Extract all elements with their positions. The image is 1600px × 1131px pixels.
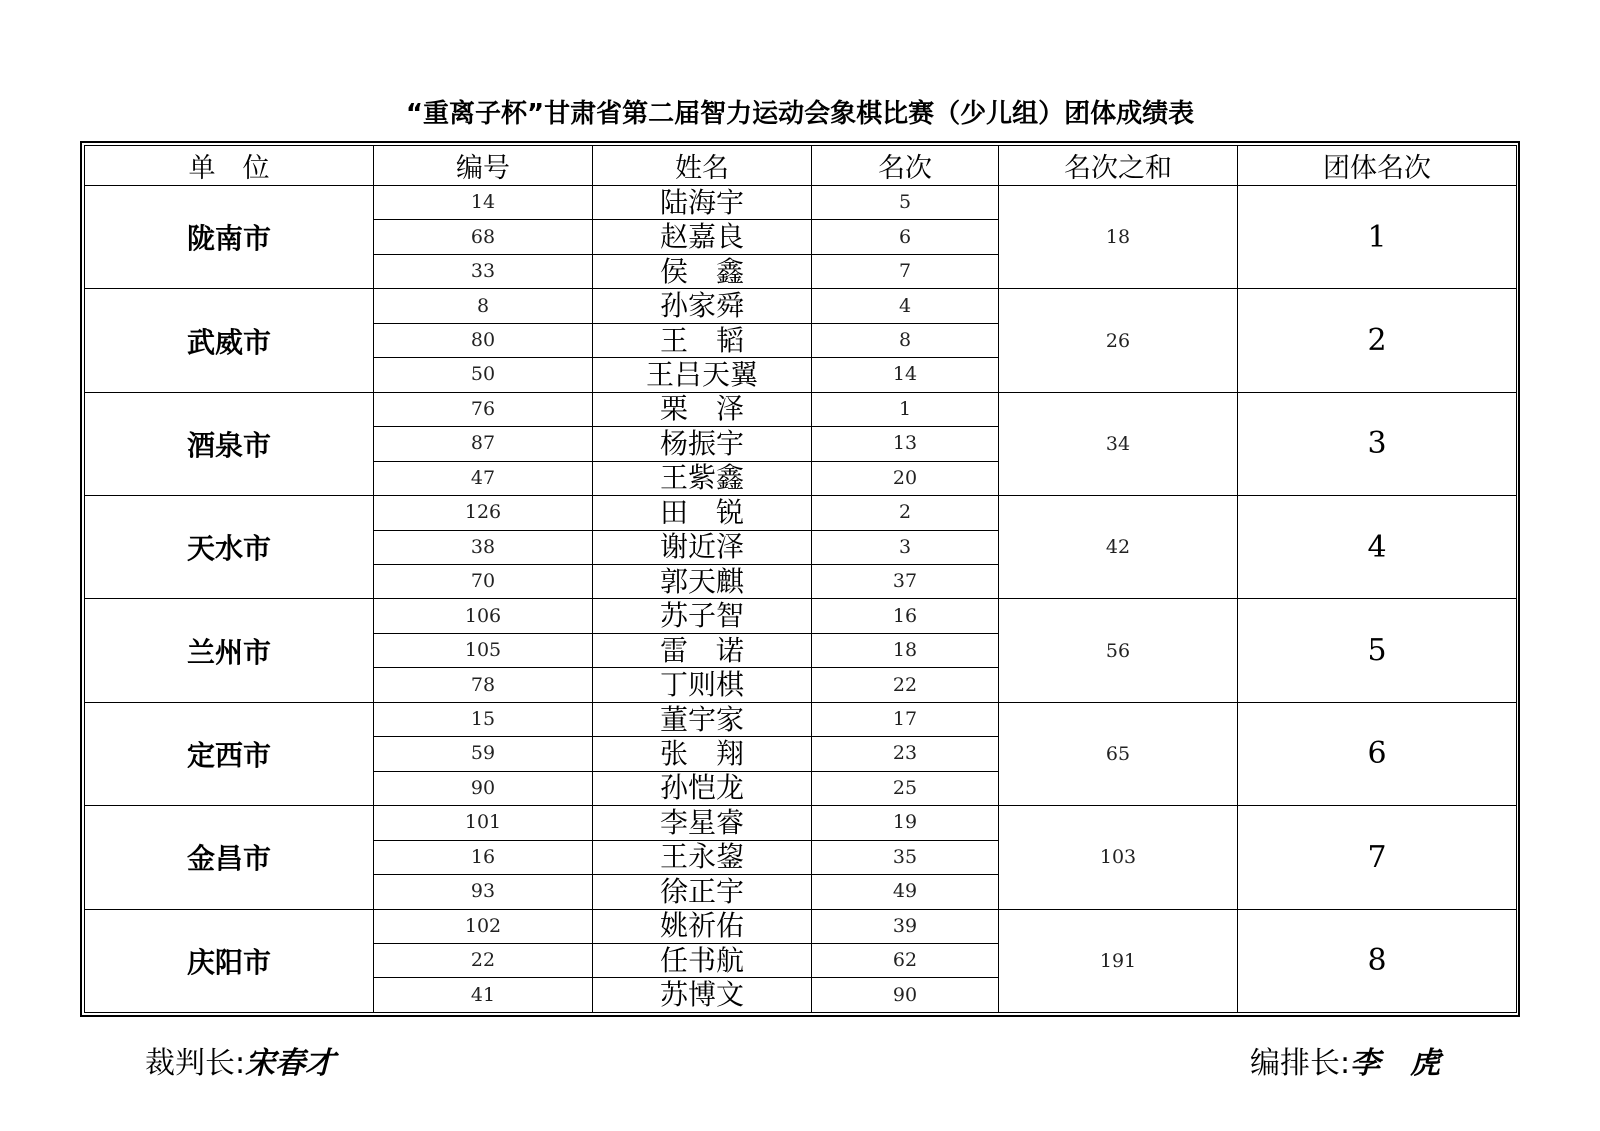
team-unit: 酒泉市 (85, 392, 374, 495)
player-number: 90 (374, 771, 593, 805)
player-name: 栗 泽 (593, 392, 812, 426)
player-rank: 6 (812, 220, 999, 254)
player-number: 80 (374, 323, 593, 357)
player-number: 38 (374, 530, 593, 564)
player-rank: 18 (812, 633, 999, 667)
player-name: 丁则棋 (593, 668, 812, 702)
player-name: 任书航 (593, 943, 812, 977)
header-rank: 名次 (812, 146, 999, 186)
table-row (85, 496, 1517, 530)
player-number: 33 (374, 254, 593, 288)
player-name: 董宇家 (593, 702, 812, 736)
team-rank: 5 (1238, 599, 1517, 702)
player-number: 41 (374, 978, 593, 1013)
player-rank: 90 (812, 978, 999, 1013)
team-unit: 庆阳市 (85, 909, 374, 1012)
table-row (85, 909, 1517, 943)
player-number: 93 (374, 875, 593, 909)
player-rank: 1 (812, 392, 999, 426)
player-rank: 3 (812, 530, 999, 564)
player-name: 陆海宇 (593, 186, 812, 220)
player-rank: 49 (812, 875, 999, 909)
team-rank: 6 (1238, 702, 1517, 805)
header-rank-sum: 名次之和 (999, 146, 1238, 186)
player-rank: 20 (812, 461, 999, 495)
player-name: 田 锐 (593, 496, 812, 530)
team-rank: 1 (1238, 186, 1517, 289)
player-number: 50 (374, 358, 593, 392)
player-rank: 37 (812, 564, 999, 598)
player-name: 王 韬 (593, 323, 812, 357)
table-row (85, 289, 1517, 323)
player-rank: 62 (812, 943, 999, 977)
team-unit: 金昌市 (85, 806, 374, 909)
player-rank: 39 (812, 909, 999, 943)
chief-referee-label: 裁判长: (145, 1046, 246, 1081)
rank-sum: 65 (999, 702, 1238, 805)
player-number: 87 (374, 427, 593, 461)
player-name: 姚祈佑 (593, 909, 812, 943)
player-number: 126 (374, 496, 593, 530)
team-unit: 陇南市 (85, 186, 374, 289)
rank-sum: 26 (999, 289, 1238, 392)
player-number: 102 (374, 909, 593, 943)
player-name: 雷 诺 (593, 633, 812, 667)
player-number: 47 (374, 461, 593, 495)
results-table-frame (80, 141, 1520, 1017)
header-number: 编号 (374, 146, 593, 186)
player-rank: 23 (812, 737, 999, 771)
player-rank: 14 (812, 358, 999, 392)
player-number: 106 (374, 599, 593, 633)
header-name: 姓名 (593, 146, 812, 186)
player-name: 李星睿 (593, 806, 812, 840)
rank-sum: 42 (999, 496, 1238, 599)
rank-sum: 34 (999, 392, 1238, 495)
player-rank: 2 (812, 496, 999, 530)
team-results-table (84, 145, 1517, 1013)
player-number: 76 (374, 392, 593, 426)
player-name: 王紫鑫 (593, 461, 812, 495)
player-name: 苏博文 (593, 978, 812, 1013)
player-rank: 13 (812, 427, 999, 461)
page-title: “重离子杯”甘肃省第二届智力运动会象棋比赛（少儿组）团体成绩表 (405, 99, 1195, 129)
table-row (85, 806, 1517, 840)
rank-sum: 18 (999, 186, 1238, 289)
player-number: 59 (374, 737, 593, 771)
scheduler-signature (1250, 1044, 1440, 1084)
player-rank: 7 (812, 254, 999, 288)
team-rank: 3 (1238, 392, 1517, 495)
table-row (85, 702, 1517, 736)
player-name: 杨振宇 (593, 427, 812, 461)
player-number: 105 (374, 633, 593, 667)
player-rank: 22 (812, 668, 999, 702)
player-number: 14 (374, 186, 593, 220)
player-number: 16 (374, 840, 593, 874)
player-number: 8 (374, 289, 593, 323)
chief-referee-signature (145, 1044, 335, 1084)
player-rank: 16 (812, 599, 999, 633)
rank-sum: 103 (999, 806, 1238, 909)
player-rank: 19 (812, 806, 999, 840)
player-name: 侯 鑫 (593, 254, 812, 288)
player-name: 王吕天翼 (593, 358, 812, 392)
rank-sum: 191 (999, 909, 1238, 1012)
team-rank: 7 (1238, 806, 1517, 909)
player-number: 68 (374, 220, 593, 254)
team-unit: 武威市 (85, 289, 374, 392)
player-name: 孙恺龙 (593, 771, 812, 805)
player-rank: 25 (812, 771, 999, 805)
player-name: 苏子智 (593, 599, 812, 633)
player-number: 15 (374, 702, 593, 736)
player-name: 王永鋆 (593, 840, 812, 874)
player-name: 郭天麒 (593, 564, 812, 598)
player-number: 78 (374, 668, 593, 702)
table-row (85, 599, 1517, 633)
player-name: 孙家舜 (593, 289, 812, 323)
player-name: 徐正宇 (593, 875, 812, 909)
team-rank: 2 (1238, 289, 1517, 392)
player-name: 张 翔 (593, 737, 812, 771)
rank-sum: 56 (999, 599, 1238, 702)
team-unit: 定西市 (85, 702, 374, 805)
chief-referee-name: 宋春才 (245, 1046, 336, 1081)
player-name: 谢近泽 (593, 530, 812, 564)
team-rank: 4 (1238, 496, 1517, 599)
player-rank: 4 (812, 289, 999, 323)
player-number: 22 (374, 943, 593, 977)
team-unit: 天水市 (85, 496, 374, 599)
player-rank: 5 (812, 186, 999, 220)
player-rank: 35 (812, 840, 999, 874)
team-rank: 8 (1238, 909, 1517, 1012)
player-rank: 8 (812, 323, 999, 357)
player-rank: 17 (812, 702, 999, 736)
player-number: 101 (374, 806, 593, 840)
header-unit: 单 位 (85, 146, 374, 186)
header-team-rank: 团体名次 (1238, 146, 1517, 186)
team-unit: 兰州市 (85, 599, 374, 702)
scheduler-name: 李 虎 (1350, 1046, 1441, 1081)
player-number: 70 (374, 564, 593, 598)
player-name: 赵嘉良 (593, 220, 812, 254)
table-row (85, 392, 1517, 426)
scheduler-label: 编排长: (1250, 1046, 1351, 1081)
table-row (85, 186, 1517, 220)
